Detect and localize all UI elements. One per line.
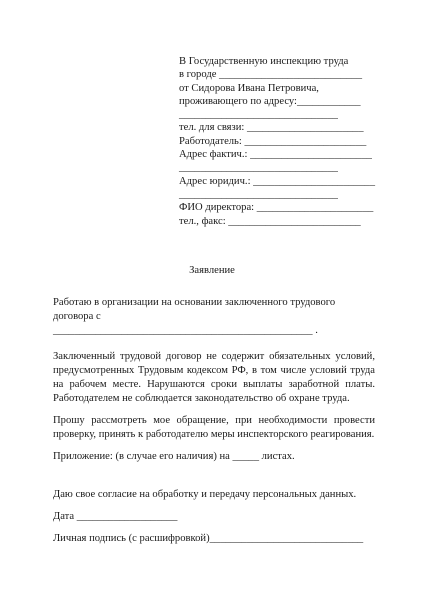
consent-line: Даю свое согласие на обработку и передачу персональных данных.	[53, 489, 357, 500]
employer-field: Работодатель: _______________________	[179, 135, 367, 147]
director-name-field: ФИО директора: ______________________	[179, 202, 374, 214]
addressee-residence: проживающего по адресу:____________	[179, 95, 361, 107]
contract-blank: _________________________________________________ .	[53, 325, 318, 336]
violations-paragraph: Заключенный трудовой договор не содержит обязательных условий, предусмотренных Трудовым кодексом РФ, в том числе условий труда на рабочем месте. Нарушаются сроки выплаты заработной платы. Работодателем не соблюдается законодательство об охране труда.	[53, 351, 375, 404]
legal-address-blank: ______________________________	[179, 188, 338, 200]
addressee-city: в городе ___________________________	[179, 69, 363, 81]
actual-address-blank: ______________________________	[179, 162, 338, 174]
signature-line: Личная подпись (с расшифровкой)_____________________________	[53, 533, 364, 544]
request-paragraph: Прошу рассмотреть мое обращение, при необходимости провести проверку, принять к работодателю меры инспекторского реагирования.	[53, 415, 375, 440]
date-line: Дата ___________________	[53, 511, 178, 522]
addressee-block	[179, 55, 379, 228]
addressee-inspection: В Государственную инспекцию труда	[179, 56, 349, 67]
addressee-residence-blank: ______________________________	[179, 109, 338, 121]
attachment-line: Приложение: (в случае его наличия) на _____ листах.	[53, 451, 295, 462]
addressee-from: от Сидорова Ивана Петровича,	[179, 82, 319, 94]
contract-paragraph: Работаю в организации на основании заключенного трудового договора с	[53, 297, 336, 322]
document-title: Заявление	[189, 265, 235, 276]
document-body	[53, 296, 375, 546]
legal-address-field: Адрес юридич.: _______________________	[179, 175, 375, 187]
actual-address-field: Адрес фактич.: _______________________	[179, 149, 372, 161]
contact-phone: тел. для связи: ______________________	[179, 122, 364, 134]
phone-fax-field: тел., факс: _________________________	[179, 215, 361, 227]
